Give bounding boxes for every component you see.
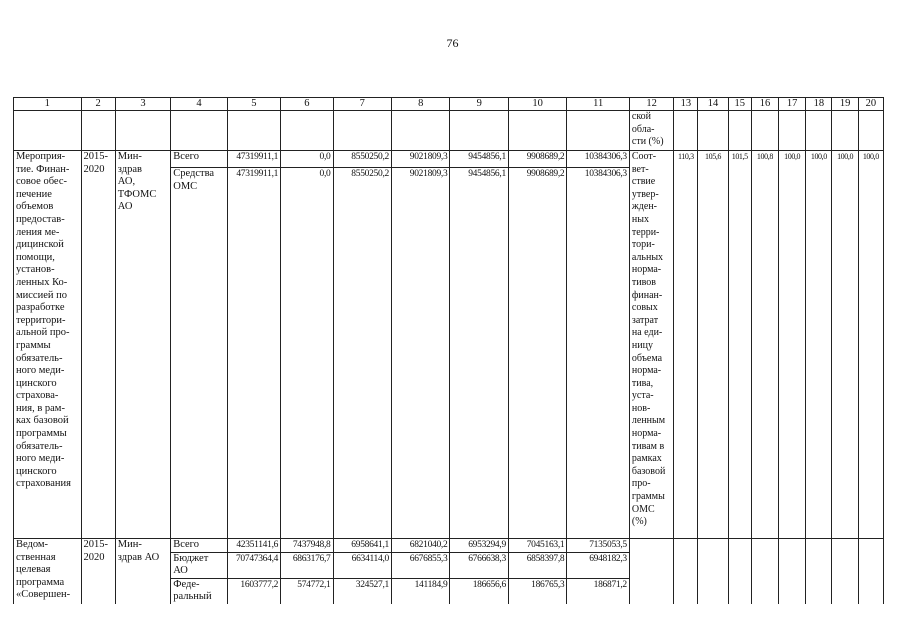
value-cell: 9454856,1 (450, 168, 508, 539)
value-cell: 7437948,8 (281, 539, 333, 553)
header-row (14, 98, 884, 111)
value-cell: 10384306,3 (567, 168, 630, 539)
header-cell: 11 (567, 98, 630, 111)
value-cell: 0,0 (281, 168, 333, 539)
value-cell: 9908689,2 (508, 151, 566, 168)
row1-period: 2015- 2020 (81, 151, 115, 539)
percent-cell: 110,3 (674, 151, 698, 539)
header-cell: 16 (751, 98, 778, 111)
value-cell: 42351141,6 (227, 539, 280, 553)
header-cell: 7 (333, 98, 391, 111)
value-cell: 186765,3 (508, 578, 566, 604)
row1-executor: Мин- здрав АО, ТФОМС АО (115, 151, 170, 539)
header-cell: 14 (698, 98, 728, 111)
percent-cell: 100,0 (832, 151, 858, 539)
value-cell: 7045163,1 (508, 539, 566, 553)
value-cell: 8550250,2 (333, 151, 391, 168)
value-cell: 6766638,3 (450, 552, 508, 578)
value-cell: 6953294,9 (450, 539, 508, 553)
value-cell: 574772,1 (281, 578, 333, 604)
value-cell: 9908689,2 (508, 168, 566, 539)
header-cell: 20 (858, 98, 883, 111)
value-cell: 6958641,1 (333, 539, 391, 553)
value-cell: 141184,9 (391, 578, 449, 604)
header-cell: 17 (779, 98, 806, 111)
percent-cell: 100,0 (779, 151, 806, 539)
value-cell: 9021809,3 (391, 168, 449, 539)
header-cell: 9 (450, 98, 508, 111)
header-cell: 1 (14, 98, 82, 111)
header-cell: 3 (115, 98, 170, 111)
source-label: Всего (171, 151, 227, 168)
value-cell: 0,0 (281, 151, 333, 168)
header-cell: 13 (674, 98, 698, 111)
header-cell: 10 (508, 98, 566, 111)
value-cell: 1603777,2 (227, 578, 280, 604)
value-cell: 186656,6 (450, 578, 508, 604)
page-number: 76 (446, 36, 459, 50)
header-cell: 4 (171, 98, 227, 111)
percent-cell: 100,0 (858, 151, 883, 539)
value-cell: 6821040,2 (391, 539, 449, 553)
program-table (13, 97, 884, 604)
source-label: Бюджет АО (171, 552, 227, 578)
row2-name: Ведом- ственная целевая программа «Совершен- (14, 539, 82, 604)
percent-cell: 101,5 (728, 151, 751, 539)
value-cell: 70747364,4 (227, 552, 280, 578)
indicator-continuation: ской обла- сти (%) (629, 111, 673, 151)
row1-indicator: Соот- вет- ствие утвер- жден- ных терри- тори- альных норма- тивов финан- совых затрат на еди- ницу объема норма- тива, уста- нов- ленным норма- тивам в рамках базовой про- граммы ОМС (%) (629, 151, 673, 539)
row2-first (14, 539, 884, 553)
row1-first (14, 151, 884, 168)
percent-cell: 100,0 (806, 151, 832, 539)
header-cell: 2 (81, 98, 115, 111)
row1-name: Мероприя- тие. Финан- совое обес- печение объемов предостав- ления ме- дицинской помощи, установ- ленных Ко- миссией по разработке территори- альной про- граммы обязатель- ного меди- цинского страхова- ния, в рам- ках базовой программы обязатель- ного меди- цинского страхования (14, 151, 82, 539)
header-cell: 19 (832, 98, 858, 111)
value-cell: 47319911,1 (227, 168, 280, 539)
row2-executor: Мин- здрав АО (115, 539, 170, 604)
header-cell: 6 (281, 98, 333, 111)
value-cell: 324527,1 (333, 578, 391, 604)
percent-cell: 100,8 (751, 151, 778, 539)
value-cell: 10384306,3 (567, 151, 630, 168)
value-cell: 6863176,7 (281, 552, 333, 578)
value-cell: 6858397,8 (508, 552, 566, 578)
source-label: Всего (171, 539, 227, 553)
header-cell: 8 (391, 98, 449, 111)
continuation-row (14, 111, 884, 151)
percent-cell: 105,6 (698, 151, 728, 539)
value-cell: 9454856,1 (450, 151, 508, 168)
header-cell: 15 (728, 98, 751, 111)
header-cell: 5 (227, 98, 280, 111)
value-cell: 9021809,3 (391, 151, 449, 168)
source-label: Средства ОМС (171, 168, 227, 539)
source-label: Феде- ральный (171, 578, 227, 604)
value-cell: 6676855,3 (391, 552, 449, 578)
value-cell: 6948182,3 (567, 552, 630, 578)
value-cell: 7135053,5 (567, 539, 630, 553)
row2-period: 2015- 2020 (81, 539, 115, 604)
value-cell: 8550250,2 (333, 168, 391, 539)
value-cell: 47319911,1 (227, 151, 280, 168)
header-cell: 18 (806, 98, 832, 111)
header-cell: 12 (629, 98, 673, 111)
value-cell: 6634114,0 (333, 552, 391, 578)
value-cell: 186871,2 (567, 578, 630, 604)
